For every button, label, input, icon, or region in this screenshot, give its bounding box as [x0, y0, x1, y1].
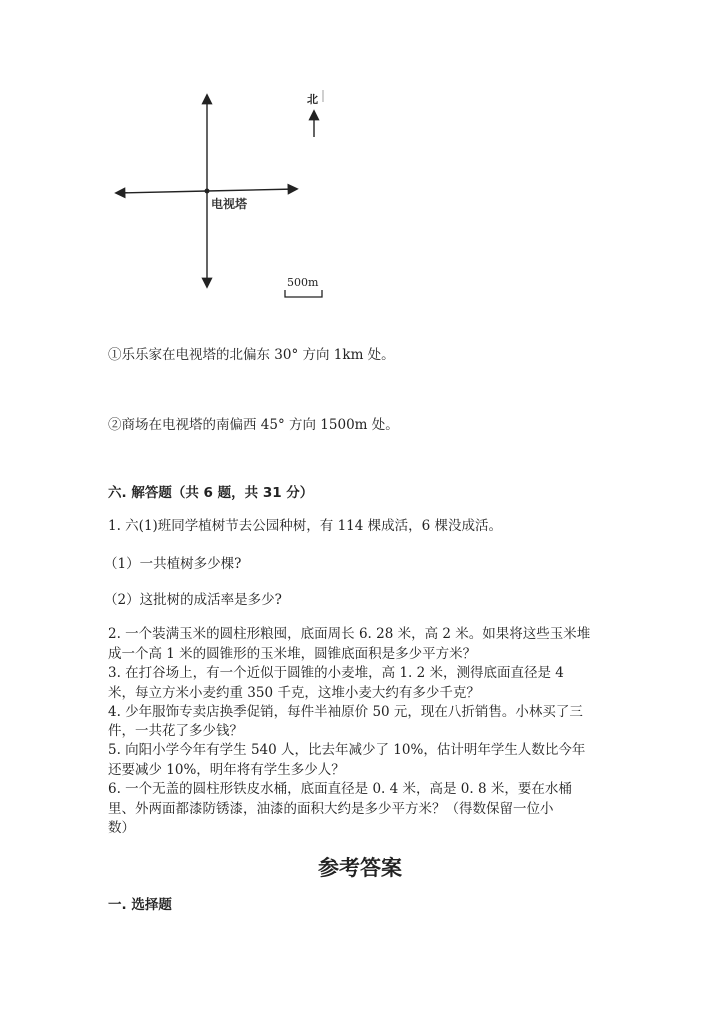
section-heading: 六. 解答题（共 6 题，共 31 分） [108, 485, 314, 501]
task-1: ①乐乐家在电视塔的北偏东 30° 方向 1km 处。 [108, 347, 395, 363]
question-1-sub-1: （1）一共植树多少棵? [104, 556, 242, 572]
north-label: 北 [307, 93, 318, 106]
question-6-line: 6. 一个无盖的圆柱形铁皮水桶，底面直径是 0. 4 米，高是 0. 8 米，要在水桶 [108, 781, 572, 797]
horizontal-axis [117, 191, 207, 193]
answers-title: 参考答案 [318, 856, 402, 880]
question-3-line: 米，每立方米小麦约重 350 千克，这堆小麦大约有多少千克？ [108, 685, 480, 701]
scale-bar [285, 290, 322, 297]
direction-diagram [100, 80, 360, 310]
task-2: ②商场在电视塔的南偏西 45° 方向 1500m 处。 [108, 417, 399, 433]
question-4-line: 4. 少年服饰专卖店换季促销，每件半袖原价 50 元，现在八折销售。小林买了三 [108, 704, 583, 720]
question-1: 1. 六(1)班同学植树节去公园种树，有 114 棵成活，6 棵没成活。 [108, 518, 503, 534]
question-1-sub-2: （2）这批树的成活率是多少? [104, 592, 282, 608]
question-4-line: 件，一共花了多少钱？ [108, 723, 243, 739]
question-5-line: 5. 向阳小学今年有学生 540 人，比去年减少了 10%，估计明年学生人数比今年 [108, 742, 586, 758]
center-label: 电视塔 [211, 197, 248, 211]
question-5-line: 还要减少 10%，明年将有学生多少人？ [108, 762, 345, 778]
question-6-line: 里、外两面都漆防锈漆，油漆的面积大约是多少平方米？（得数保留一位小 [108, 801, 554, 817]
question-3-line: 3. 在打谷场上，有一个近似于圆锥的小麦堆，高 1. 2 米，测得底面直径是 4 [108, 665, 564, 681]
question-2-line: 2. 一个装满玉米的圆柱形粮囤，底面周长 6. 28 米，高 2 米。如果将这些玉米堆 [108, 626, 591, 642]
scale-label: 500m [287, 276, 319, 289]
answers-section-heading: 一. 选择题 [108, 897, 172, 913]
question-6-line: 数） [108, 820, 135, 836]
question-2-line: 成一个高 1 米的圆锥形的玉米堆，圆锥底面积是多少平方米？ [108, 646, 477, 662]
